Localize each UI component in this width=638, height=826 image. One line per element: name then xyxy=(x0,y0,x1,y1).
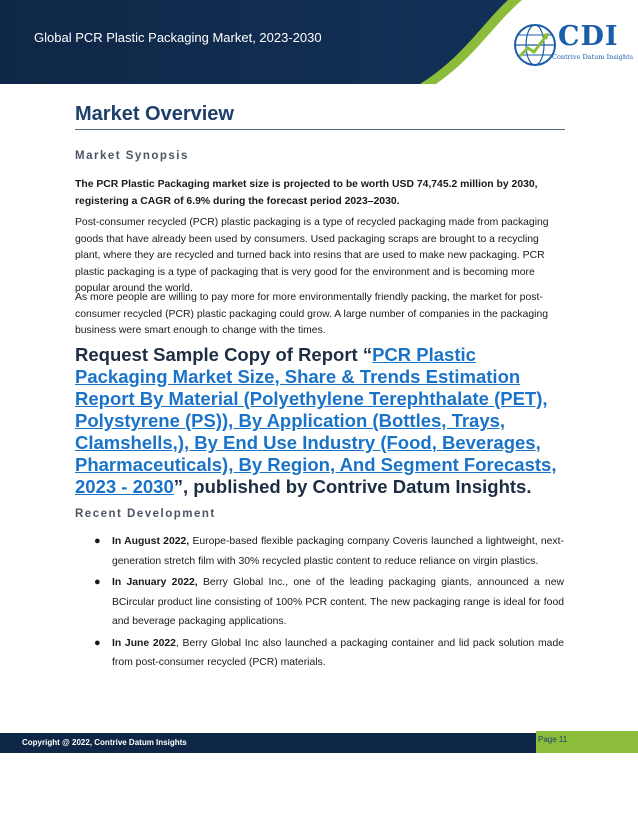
bullet-icon: ● xyxy=(94,636,101,649)
section-divider xyxy=(75,129,565,130)
document-title: Global PCR Plastic Packaging Market, 2023-2030 xyxy=(34,30,322,45)
synopsis-paragraph-2: As more people are willing to pay more for more environmentally friendly packing, the market for post-consumer recycled (PCR) plastic packaging could grow. A large number of companies in the packaging business were smart enough to change with the times. xyxy=(75,292,549,337)
page-header xyxy=(0,0,638,84)
request-prefix: Request Sample Copy of Report “ xyxy=(75,344,373,365)
item-date: In June 2022 xyxy=(112,637,176,649)
recent-development-list xyxy=(94,532,564,675)
footer-copyright: Copyright @ 2022, Contrive Datum Insights xyxy=(22,738,187,747)
request-sample-callout xyxy=(75,344,565,498)
bullet-icon: ● xyxy=(94,576,101,588)
market-synopsis-heading: Market Synopsis xyxy=(75,150,189,162)
list-item xyxy=(94,634,564,673)
recent-development-heading: Recent Development xyxy=(75,508,216,520)
item-text: , Berry Global Inc also launched a packaging container and lid pack solution made from post-consumer recycled (PCR) materials. xyxy=(112,637,565,668)
synopsis-lead: The PCR Plastic Packaging market size is projected to be worth USD 74,745.2 million by 2030, registering a CAGR of 6.9% during the forecast period 2023–2030. xyxy=(75,179,538,207)
item-date: In January 2022, xyxy=(112,577,198,588)
item-text: Europe-based flexible packaging company Coveris launched a lightweight, next-generation stretch film with 30% recycled plastic content to reduce reliance on virgin plastics. xyxy=(112,536,564,567)
logo-subtitle: Contrive Datum Insights xyxy=(552,53,634,61)
page-footer xyxy=(0,731,638,753)
section-title: Market Overview xyxy=(75,103,234,125)
bullet-icon: ● xyxy=(94,535,101,547)
logo-wordmark: CDI xyxy=(558,21,619,52)
item-text: Berry Global Inc., one of the leading packaging giants, announced a new BCircular product line consisting of 100% PCR content. The new packaging range is ideal for food and beverage packaging applications. xyxy=(112,577,564,627)
item-date: In August 2022, xyxy=(112,536,190,547)
synopsis-paragraph-1: Post-consumer recycled (PCR) plastic packaging is a type of recycled packaging made from packaging goods that have already been used by consumers. Used packaging scraps are brought to a recycling plant, where they are recycled and turned back into resins that are used to make new packaging. PCR plastic packaging is a type of packaging that is very good for the environment and is becoming more popular around the world. xyxy=(75,217,549,295)
list-item xyxy=(94,532,564,571)
report-link[interactable]: PCR Plastic Packaging Market Size, Share & Trends Estimation Report By Material (Polyethylene Terephthalate (PET), Polystyrene (PS)), By Application (Bottles, Trays, Clamshells,), By End Use Industry (Food, Beverages, Pharmaceuticals), By Region, And Segment Forecasts, 2023 - 2030 xyxy=(75,344,557,497)
list-item xyxy=(94,573,564,632)
globe-logo-icon xyxy=(512,22,558,68)
request-suffix: ”, published by Contrive Datum Insights. xyxy=(173,476,532,497)
page-number: Page 11 xyxy=(538,735,568,744)
